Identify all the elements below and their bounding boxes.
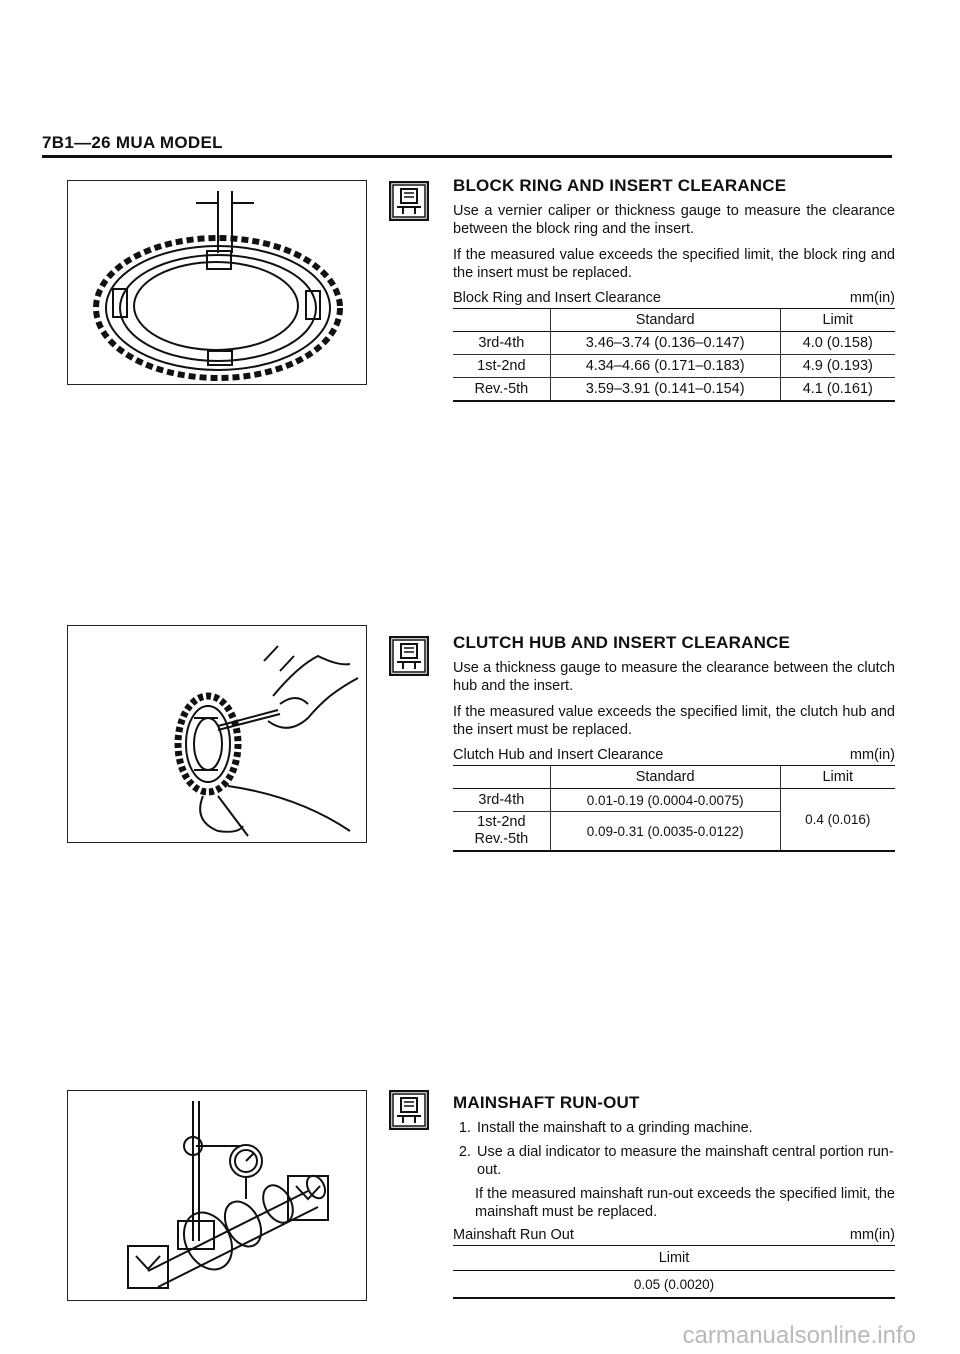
table-cell: 3.46–3.74 (0.136–0.147) (550, 332, 780, 355)
caption-label: Block Ring and Insert Clearance (453, 290, 661, 306)
section-title: CLUTCH HUB AND INSERT CLEARANCE (453, 633, 791, 652)
mainshaft-table (453, 1246, 895, 1299)
table-cell: 1st-2nd Rev.-5th (453, 812, 550, 852)
step-item: 1. Install the mainshaft to a grinding machine. (475, 1119, 895, 1137)
warning-text: If the measured value exceeds the specified limit, the block ring and the insert must be replaced. (453, 247, 895, 281)
table-row (453, 332, 895, 355)
table-cell: 0.09-0.31 (0.0035-0.0122) (550, 812, 780, 852)
table-cell: 3rd-4th (453, 789, 550, 812)
caption-unit: mm(in) (849, 1227, 895, 1243)
table-header-row (453, 766, 895, 789)
header-cell: Limit (453, 1246, 895, 1271)
instruction-text: Use a vernier caliper or thickness gauge to measure the clearance between the block ring and the insert. (453, 203, 895, 237)
inspect-icon (389, 636, 429, 676)
section-title: BLOCK RING AND INSERT CLEARANCE (453, 176, 787, 195)
step-item: 2. Use a dial indicator to measure the mainshaft central portion run-out. (475, 1143, 895, 1179)
table-cell: 4.9 (0.193) (780, 355, 895, 378)
mainshaft-figure (67, 1090, 367, 1301)
caption-label: Mainshaft Run Out (453, 1227, 574, 1243)
caption-unit: mm(in) (849, 290, 895, 306)
step-list (453, 1119, 895, 1179)
table-cell: 3rd-4th (453, 332, 550, 355)
table-header-row (453, 309, 895, 332)
table-caption (453, 747, 895, 766)
table-cell: 0.01-0.19 (0.0004-0.0075) (550, 789, 780, 812)
header-cell (453, 766, 550, 789)
table-row (453, 1271, 895, 1299)
table-row (453, 378, 895, 402)
watermark: carmanualsonline.info (682, 1322, 916, 1349)
caption-unit: mm(in) (849, 747, 895, 763)
table-cell: 3.59–3.91 (0.141–0.154) (550, 378, 780, 402)
table-cell: Rev.-5th (453, 378, 550, 402)
table-cell: 0.05 (0.0020) (453, 1271, 895, 1299)
table-row (453, 355, 895, 378)
mainshaft-section (453, 1093, 895, 1299)
header-cell: Limit (780, 766, 895, 789)
header-cell: Standard (550, 309, 780, 332)
section-title: MAINSHAFT RUN-OUT (453, 1093, 640, 1112)
table-cell: 1st-2nd (453, 355, 550, 378)
table-header-row (453, 1246, 895, 1271)
table-cell: 4.34–4.66 (0.171–0.183) (550, 355, 780, 378)
inspect-icon (389, 181, 429, 221)
table-caption (453, 1227, 895, 1246)
warning-text: If the measured value exceeds the specified limit, the clutch hub and the insert must be replaced. (453, 704, 895, 738)
table-row (453, 789, 895, 812)
header-cell: Limit (780, 309, 895, 332)
block-ring-figure (67, 180, 367, 385)
page-header: 7B1—26 MUA MODEL (42, 133, 223, 152)
block-ring-table (453, 309, 895, 402)
table-cell: 4.0 (0.158) (780, 332, 895, 355)
warning-text: If the measured mainshaft run-out exceeds the specified limit, the mainshaft must be replaced. (475, 1186, 895, 1220)
header-cell: Standard (550, 766, 780, 789)
clutch-hub-figure (67, 625, 367, 843)
clutch-hub-table (453, 766, 895, 852)
limit-cell: 0.4 (0.016) (780, 789, 895, 852)
instruction-text: Use a thickness gauge to measure the clearance between the clutch hub and the insert. (453, 660, 895, 694)
caption-label: Clutch Hub and Insert Clearance (453, 747, 664, 763)
clutch-hub-section (453, 633, 895, 852)
header-cell (453, 309, 550, 332)
table-cell: 4.1 (0.161) (780, 378, 895, 402)
header-rule (42, 155, 892, 158)
table-caption (453, 290, 895, 309)
block-ring-section (453, 176, 895, 402)
inspect-icon (389, 1090, 429, 1130)
